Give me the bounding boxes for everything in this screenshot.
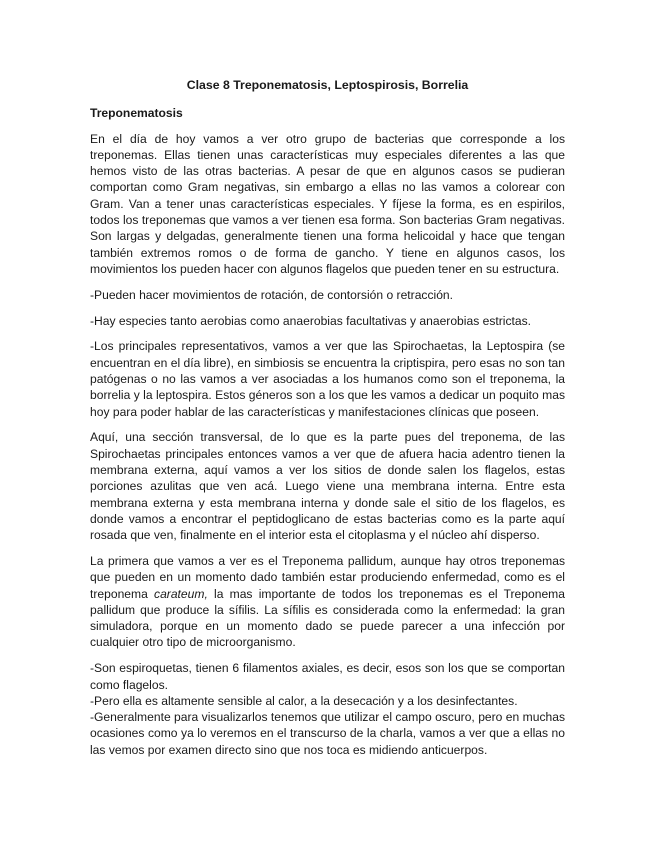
paragraph-axial-filaments: -Son espiroquetas, tienen 6 filamentos axiales, es decir, esos son los que se comportan como flagelos.: [90, 661, 565, 692]
paragraph-cross-section: Aquí, una sección transversal, de lo que es la parte pues del treponema, de las Spirochaetas principales entonces vamos a ver que de afuera hacia adentro tienen la membrana externa, aquí vamos a ver los sitios de donde salen los flagelos, estas porciones azulitas que ven acá. Luego viene una membrana interna. Entre esta membrana externa y esta membrana interna y donde sale el sitio de los flagelos, es donde vamos a encontrar el peptidoglicano de estas bacterias como es la parte aquí rosada que ven, finalmente en el interior esta el citoplasma y el núcleo ahí disperso.: [90, 430, 565, 543]
paragraph-intro: En el día de hoy vamos a ver otro grupo de bacterias que corresponde a los treponemas. Ellas tienen unas características muy especiales diferentes a las que hemos visto de las otras bacterias. A pesar de que en algunos casos se pudieran comportan como Gram negativas, sin embargo a ellas no las vamos a colorear con Gram. Van a tener unas características especiales. Y fíjese la forma, es en espirilos, todos los treponemas que vamos a ver tienen esa forma. Son bacterias Gram negativas. Son largas y delgadas, generalmente tienen una forma helicoidal y hace que tengan también extremos romos o de forma de gancho. Y tiene en algunos casos, los movimientos los pueden hacer con algunos flagelos que pueden tener en su estructura.: [90, 131, 565, 276]
text-segment: La primera que vamos a ver es el Treponema pallidum, aunque hay otros treponemas que pueden en un momento dado también estar produciendo enfermedad, como es el treponema: [90, 553, 565, 601]
paragraph-species: -Hay especies tanto aerobias como anaerobias facultativas y anaerobias estrictas.: [90, 313, 531, 328]
section-heading: Treponematosis: [90, 106, 183, 121]
paragraph-sensitivity: -Pero ella es altamente sensible al calor, a la desecación y a los desinfectantes.: [90, 693, 518, 708]
paragraph-movements: -Pueden hacer movimientos de rotación, de contorsión o retracción.: [90, 287, 454, 302]
text-segment: la mas importante de todos los treponemas es el Treponema pallidum que produce la sífilis. La sífilis es considerada como la enfermedad: la gran simuladora, porque en un momento dado se puede parecer a una infección por cualquier otro tipo de microorganismo.: [90, 586, 565, 650]
paragraph-representatives: -Los principales representativos, vamos a ver que las Spirochaetas, la Leptospira (se encuentran en el día libre), en simbiosis se encuentra la criptispira, pero esas no son tan patógenas o no las vamos a ver asociadas a los humanos como son el treponema, la borrelia y la leptospira. Estos géneros son a los que les vamos a dedicar un poquito mas hoy para poder hablar de las características y manifestaciones clínicas que poseen.: [90, 339, 565, 419]
paragraph-treponema-pallidum: [90, 553, 565, 651]
italic-species-name: carateum,: [154, 586, 208, 601]
document-page: [90, 77, 565, 758]
document-title: Clase 8 Treponematosis, Leptospirosis, Borrelia: [186, 78, 469, 92]
paragraph-visualization: -Generalmente para visualizarlos tenemos que utilizar el campo oscuro, pero en muchas ocasiones como ya lo veremos en el transcurso de la charla, vamos a ver que a ellas no las vemos por examen directo sino que nos toca es midiendo anticuerpos.: [90, 710, 565, 757]
